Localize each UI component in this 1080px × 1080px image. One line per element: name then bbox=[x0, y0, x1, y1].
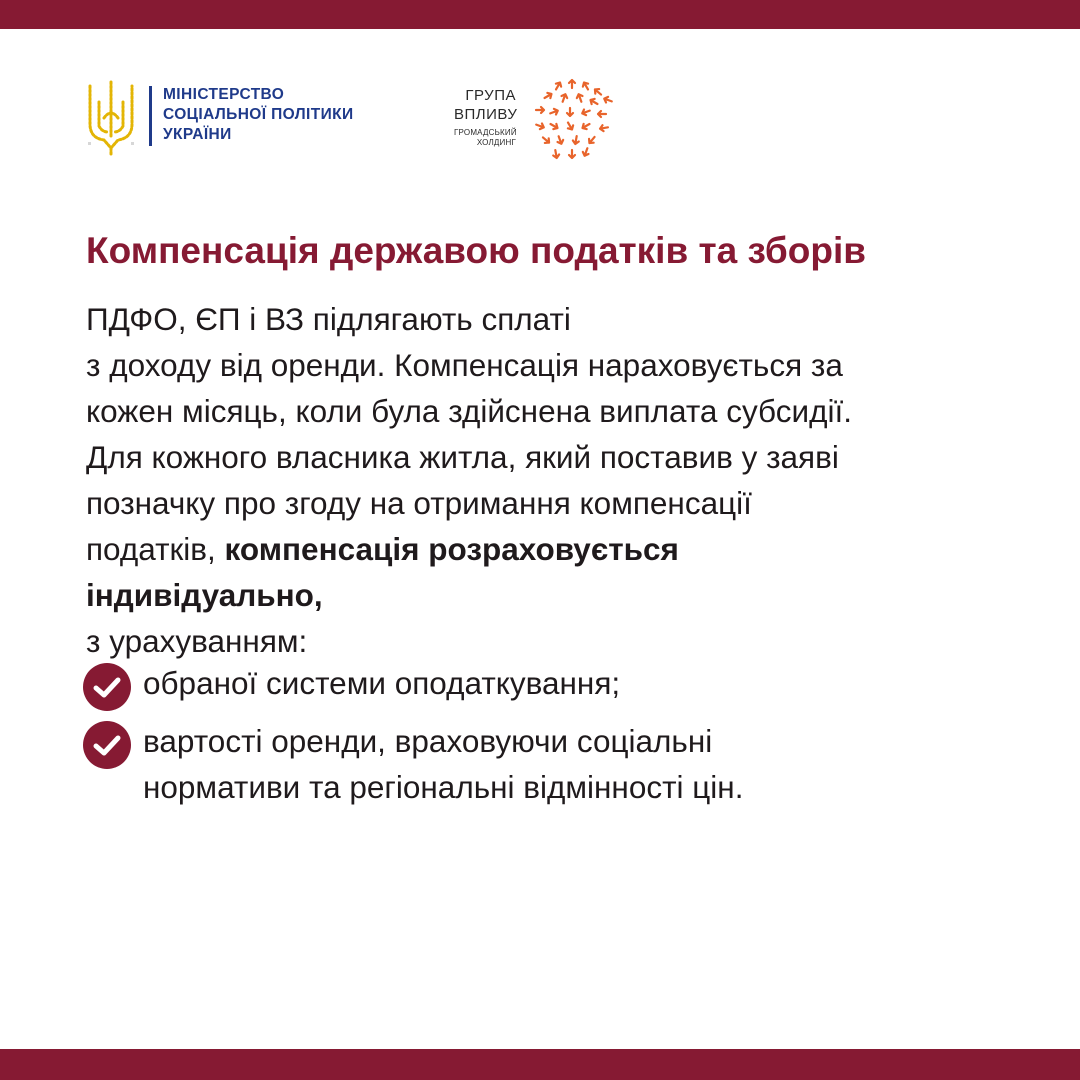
paragraph-line bbox=[86, 526, 1046, 572]
partner-name-line: ГРУПА bbox=[465, 87, 516, 104]
top-accent-bar bbox=[0, 0, 1080, 29]
partner-name bbox=[454, 86, 516, 124]
trident-icon bbox=[84, 78, 138, 156]
ministry-name bbox=[163, 85, 354, 145]
list-item-text: нормативи та регіональні відмінності цін. bbox=[143, 769, 744, 805]
bottom-accent-bar bbox=[0, 1049, 1080, 1080]
paragraph-text: податків, bbox=[86, 531, 225, 567]
partner-name-line: ВПЛИВУ bbox=[454, 106, 518, 123]
list-item-text: обраної системи оподаткування; bbox=[143, 665, 621, 701]
paragraph-line: з урахуванням: bbox=[86, 623, 308, 659]
partner-subtitle bbox=[454, 128, 516, 148]
partner-logo bbox=[454, 76, 624, 166]
ministry-name-line: МІНІСТЕРСТВО bbox=[163, 86, 285, 103]
page-title: Компенсація державою податків та зборів bbox=[86, 230, 867, 271]
partner-subtitle-line: ГРОМАДСЬКИЙ bbox=[454, 128, 517, 137]
arrows-cluster-icon bbox=[520, 78, 620, 164]
body-paragraph bbox=[86, 296, 1046, 664]
paragraph-line: Для кожного власника житла, який поставив у заяві bbox=[86, 439, 839, 475]
list-item-text: вартості оренди, враховуючи соціальні bbox=[143, 723, 713, 759]
ministry-divider bbox=[149, 86, 152, 146]
paragraph-line: позначку про згоду на отримання компенсації bbox=[86, 485, 752, 521]
ministry-name-line: СОЦІАЛЬНОЇ ПОЛІТИКИ bbox=[163, 106, 354, 123]
ministry-logo bbox=[84, 76, 404, 166]
paragraph-line: з доходу від оренди. Компенсація нараховується за bbox=[86, 347, 843, 383]
emphasis-text: компенсація розраховується bbox=[224, 531, 679, 567]
paragraph-line bbox=[86, 572, 1046, 618]
emphasis-text: індивідуально, bbox=[86, 577, 323, 613]
paragraph-line: кожен місяць, коли була здійснена виплата субсидії. bbox=[86, 393, 852, 429]
list-item bbox=[82, 718, 1042, 810]
ministry-name-line: УКРАЇНИ bbox=[163, 126, 232, 143]
paragraph-line: ПДФО, ЄП і ВЗ підлягають сплаті bbox=[86, 301, 571, 337]
checkmark-icon bbox=[82, 662, 132, 712]
criteria-list bbox=[82, 660, 1042, 810]
list-item bbox=[82, 660, 1042, 706]
partner-subtitle-line: ХОЛДИНГ bbox=[476, 138, 516, 147]
checkmark-icon bbox=[82, 720, 132, 770]
